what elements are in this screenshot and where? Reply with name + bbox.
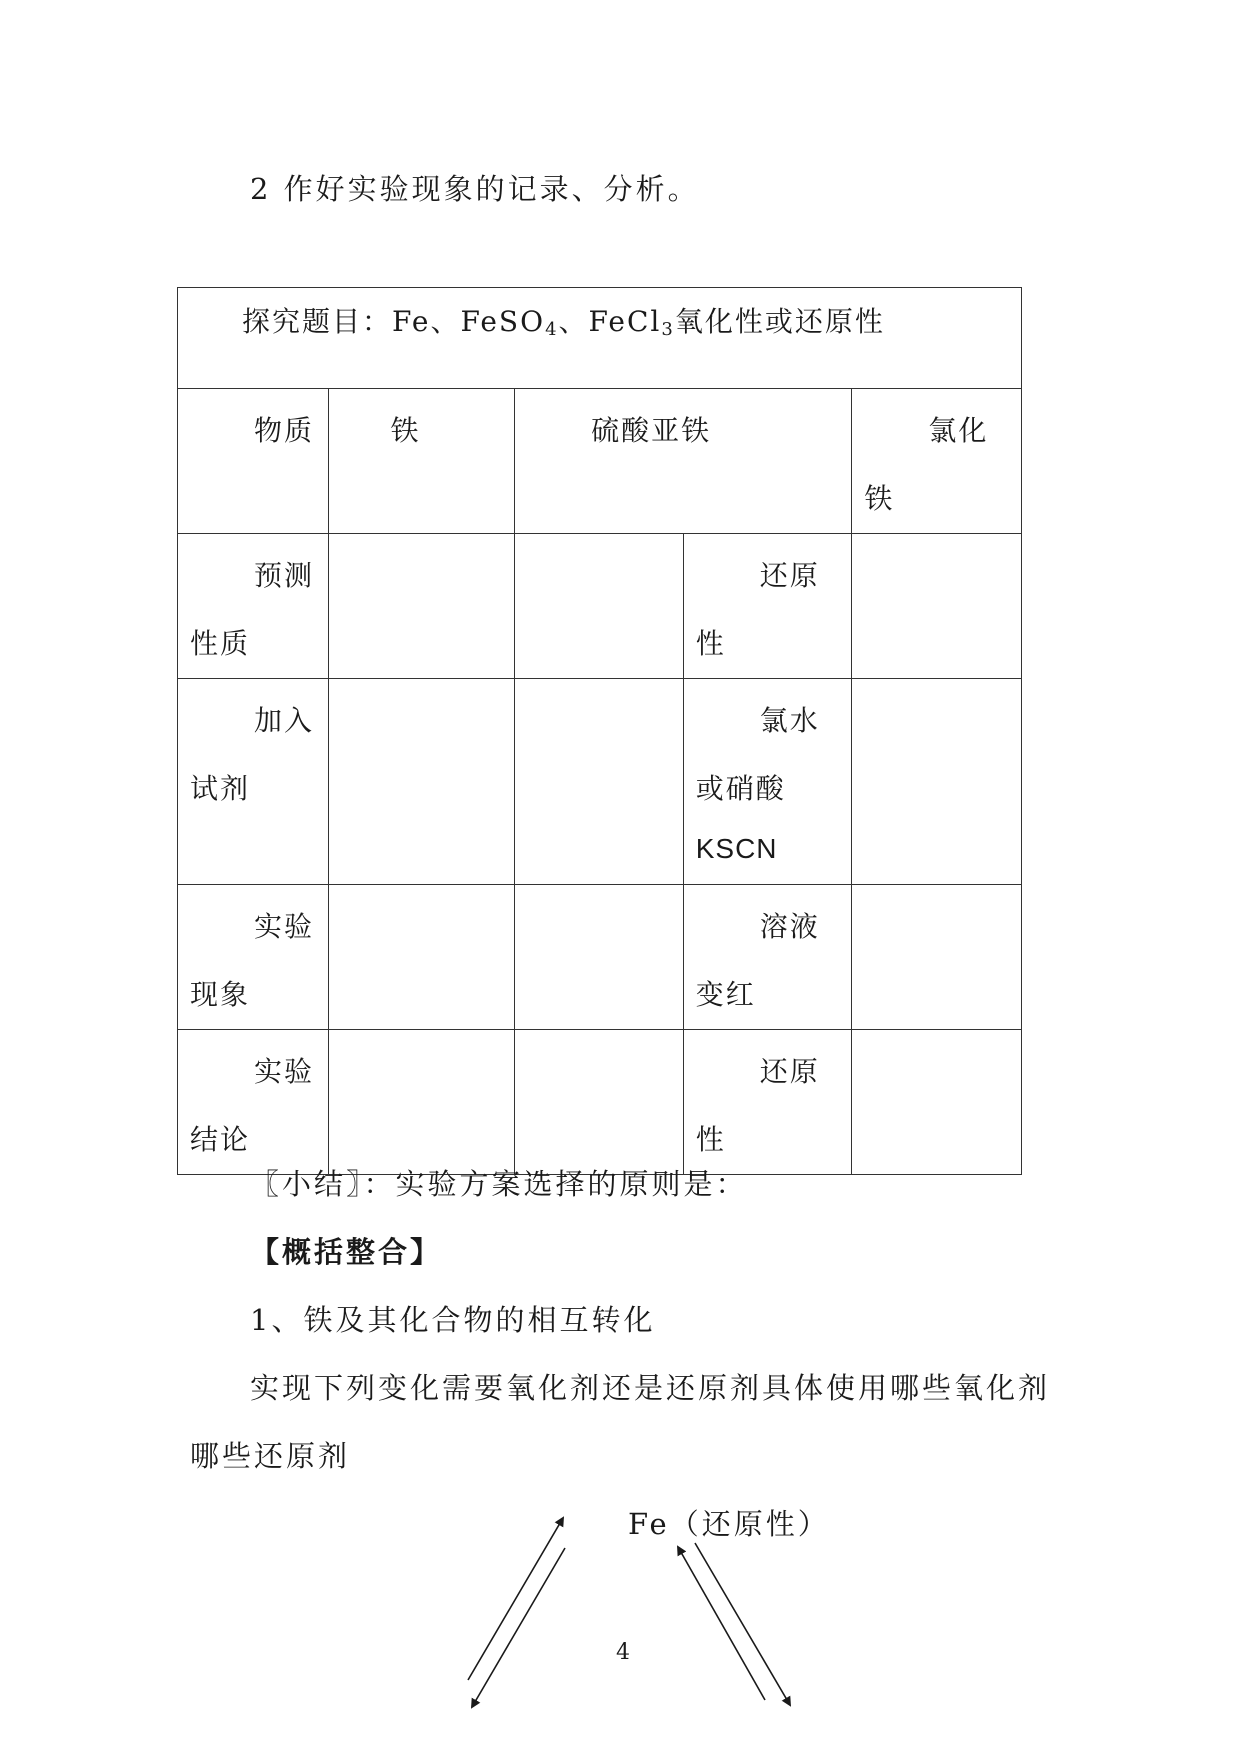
page-number: 4 bbox=[616, 1640, 630, 1665]
row-label-predict: 预测性质 bbox=[178, 534, 329, 679]
arrow-down-left bbox=[472, 1548, 565, 1707]
header-ferric-chloride: 氯化铁 bbox=[852, 389, 1022, 534]
header-ferrous-sulfate: 硫酸亚铁 bbox=[515, 389, 852, 534]
row-label-conclusion: 实验结论 bbox=[178, 1030, 329, 1175]
header-substance: 物质 bbox=[178, 389, 329, 534]
header-iron: 铁 bbox=[328, 389, 515, 534]
section-heading: 【概括整合】 bbox=[250, 1235, 443, 1269]
table-cell: 溶液变红 bbox=[683, 885, 852, 1030]
item-1-heading: 1、铁及其化合物的相互转化 bbox=[250, 1303, 656, 1337]
table-title: 探究题目：Fe、FeSO$_4$、FeCl$_3$氧化性或还原性 bbox=[242, 305, 885, 340]
table-cell: 还原性 bbox=[683, 534, 852, 679]
summary-text: 〖小结〗：实验方案选择的原则是： bbox=[250, 1167, 748, 1201]
question-line-1: 实现下列变化需要氧化剂还是还原剂具体使用哪些氧化剂 bbox=[250, 1371, 1051, 1405]
arrow-up-right bbox=[678, 1547, 765, 1700]
diagram-fe-label: Fe（还原性） bbox=[628, 1507, 830, 1541]
arrow-down-right bbox=[695, 1543, 790, 1705]
row-label-reagent: 加入试剂 bbox=[178, 679, 329, 885]
table-cell: 氯水或硝酸 KSCN bbox=[683, 679, 852, 885]
step-2-text: 2 作好实验现象的记录、分析。 bbox=[250, 172, 700, 206]
arrow-up-left bbox=[468, 1518, 563, 1680]
row-label-phenomenon: 实验现象 bbox=[178, 885, 329, 1030]
table-cell: 还原性 bbox=[683, 1030, 852, 1175]
question-line-2: 哪些还原剂 bbox=[190, 1439, 351, 1473]
